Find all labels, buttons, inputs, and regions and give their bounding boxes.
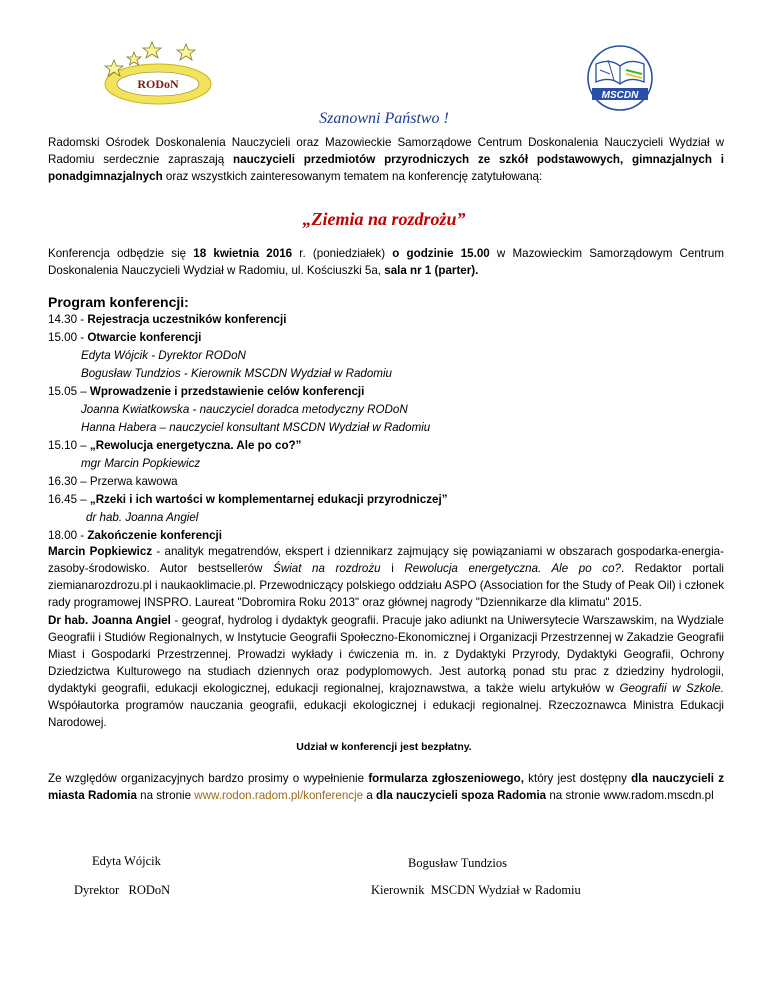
conference-room: sala nr 1 (parter). <box>384 264 479 277</box>
intro-text-1: Radomski Ośrodek Doskonalenia Nauczycieli oraz Mazowieckie Samorządowe Centrum Doskonalenia Nauczycieli Wydział w Radomiu serdecznie zapraszają <box>48 136 724 166</box>
salutation: Szanowni Państwo ! <box>319 110 449 127</box>
registration-text: a <box>363 789 377 802</box>
details-text-3: w Mazowieckim Samorządowym Centrum Doskonalenia Nauczycieli Wydział w Radomiu, ul. Kościuszki 5a, <box>48 247 724 277</box>
signature-left-title: Dyrektor RODoN <box>74 883 171 897</box>
program-speaker: mgr Marcin Popkiewicz <box>81 457 201 470</box>
registration-text: Ze względów organizacyjnych bardzo prosimy o wypełnienie <box>48 772 369 785</box>
program-time: 14.30 - <box>48 313 88 326</box>
program-time: 15.05 – <box>48 385 90 398</box>
conference-date: 18 kwietnia 2016 <box>193 247 293 260</box>
bio-popkiewicz <box>48 543 724 611</box>
program-title: „Rzeki i ich wartości w komplementarnej edukacji przyrodniczej” <box>89 493 448 506</box>
bio-text: i <box>380 562 405 575</box>
bio-angiel <box>48 612 724 731</box>
registration-form: formularza zgłoszeniowego, <box>368 772 524 785</box>
signature-left-name: Edyta Wójcik <box>92 854 161 868</box>
signature-right-name: Bogusław Tundzios <box>408 856 507 870</box>
registration-audience: dla nauczycieli spoza Radomia <box>376 789 547 802</box>
registration-text: na stronie <box>136 789 195 802</box>
mscdn-logo <box>580 44 660 112</box>
program-time: 15.10 – <box>48 439 90 452</box>
mscdn-logo-text: MSCDN <box>601 90 639 101</box>
registration-text: na stronie www.radom.mscdn.pl <box>546 789 714 802</box>
program-title: Zakończenie konferencji <box>87 529 222 542</box>
conference-time: o godzinie 15.00 <box>392 247 490 260</box>
program-item <box>48 329 648 347</box>
book-title: Świat na rozdrożu <box>273 562 381 575</box>
bio-name: Marcin Popkiewicz <box>48 545 153 558</box>
program-time: 16.45 – <box>48 493 90 506</box>
program-title: Rejestracja uczestników konferencji <box>87 313 287 326</box>
program-speaker: dr hab. Joanna Angiel <box>86 511 199 524</box>
details-paragraph <box>48 245 724 279</box>
program-speaker: Hanna Habera – nauczyciel konsultant MSCDN Wydział w Radomiu <box>81 421 431 434</box>
rodon-logo-text: RODoN <box>137 77 179 91</box>
program-speaker: Bogusław Tundzios - Kierownik MSCDN Wydział w Radomiu <box>81 367 392 380</box>
program-title: Wprowadzenie i przedstawienie celów konferencji <box>89 385 365 398</box>
bio-text: . Redaktor portali ziemianarozdrozu.pl i naukaoklimacie.pl. Przewodniczący polskiego oddziału ASPO (Association for the Study of Peak Oil) i członek rady programowej INSPRO. Laureat "Dobromira Roku 2013" oraz głównej nagrody "Dziennikarze dla klimatu" 2015. <box>48 562 725 609</box>
rodon-logo <box>100 38 215 110</box>
intro-text-2: oraz wszystkich zainteresowanym tematem na konferencję zatytułowaną: <box>162 170 543 183</box>
details-text-1: Konferencja odbędzie się <box>48 247 194 260</box>
registration-audience: dla nauczycieli z miasta Radomia <box>48 772 724 802</box>
program-heading: Program konferencji: <box>48 294 189 310</box>
program-time: 15.00 - <box>48 331 88 344</box>
free-participation-note: Udział w konferencji jest bezpłatny. <box>296 741 472 753</box>
book-title: Rewolucja energetyczna. Ale po co? <box>404 562 621 575</box>
bio-text: Współautorka programów nauczania geografii, edukacji ekologicznej i edukacji regionalnej. Rzeczoznawca Ministra Edukacji Narodowej. <box>48 699 724 729</box>
intro-paragraph <box>48 134 724 185</box>
program-speaker: Edyta Wójcik - Dyrektor RODoN <box>81 349 246 362</box>
bio-text: - geograf, hydrolog i dydaktyk geografii. Pracuje jako adiunkt na Uniwersytecie Warszawskim, na Wydziale Geografii i Studiów Regionalnych, w Instytucie Geografii Społeczno-Ekonomicznej i Organizacji Przestrzennej w Zakadzie Geografii Miast i Gospodarki Przestrzennej. Prowadzi wykłady i ćwiczenia m. in. z Dydaktyki Przyrody, Dydaktyki Geografii, Ochrony Dziedzictwa Kulturowego na studiach dziennych oraz podyplomowych. Jest autorką ponad stu prac z dziedziny hydrologii, dydaktyki geografii, edukacji ekologicznej, edukacji regionalnej, krajoznawstwa, a także wielu artykułów w <box>48 614 725 695</box>
details-text-2: r. (poniedziałek) <box>292 247 393 260</box>
signature-right-title: Kierownik MSCDN Wydział w Radomiu <box>371 883 581 897</box>
program-item <box>48 383 648 401</box>
bio-name: Dr hab. Joanna Angiel <box>48 614 171 627</box>
program-title: Otwarcie konferencji <box>87 331 202 344</box>
intro-target-audience: nauczycieli przedmiotów przyrodniczych ze szkół podstawowych, gimnazjalnych i ponadgimnazjalnych <box>48 153 724 183</box>
journal-title: Geografii w Szkole. <box>619 682 724 695</box>
program-item <box>48 311 648 329</box>
rodon-registration-link[interactable]: www.rodon.radom.pl/konferencje <box>194 789 364 802</box>
conference-title: „Ziemia na rozdrożu” <box>302 209 466 229</box>
registration-text: który jest dostępny <box>523 772 632 785</box>
program-item: 16.30 – Przerwa kawowa <box>48 475 178 488</box>
program-time: 18.00 - <box>48 529 88 542</box>
program-item <box>48 437 648 455</box>
program-speaker: Joanna Kwiatkowska - nauczyciel doradca metodyczny RODoN <box>81 403 408 416</box>
registration-paragraph <box>48 770 724 804</box>
program-list <box>48 311 648 545</box>
program-title: „Rewolucja energetyczna. Ale po co?” <box>89 439 302 452</box>
program-item <box>48 491 648 509</box>
bio-text: - analityk megatrendów, ekspert i dziennikarz zajmujący się powiązaniami w obszarach gospodarka-energia-zasoby-środowisko. Autor bestsellerów <box>48 545 724 575</box>
